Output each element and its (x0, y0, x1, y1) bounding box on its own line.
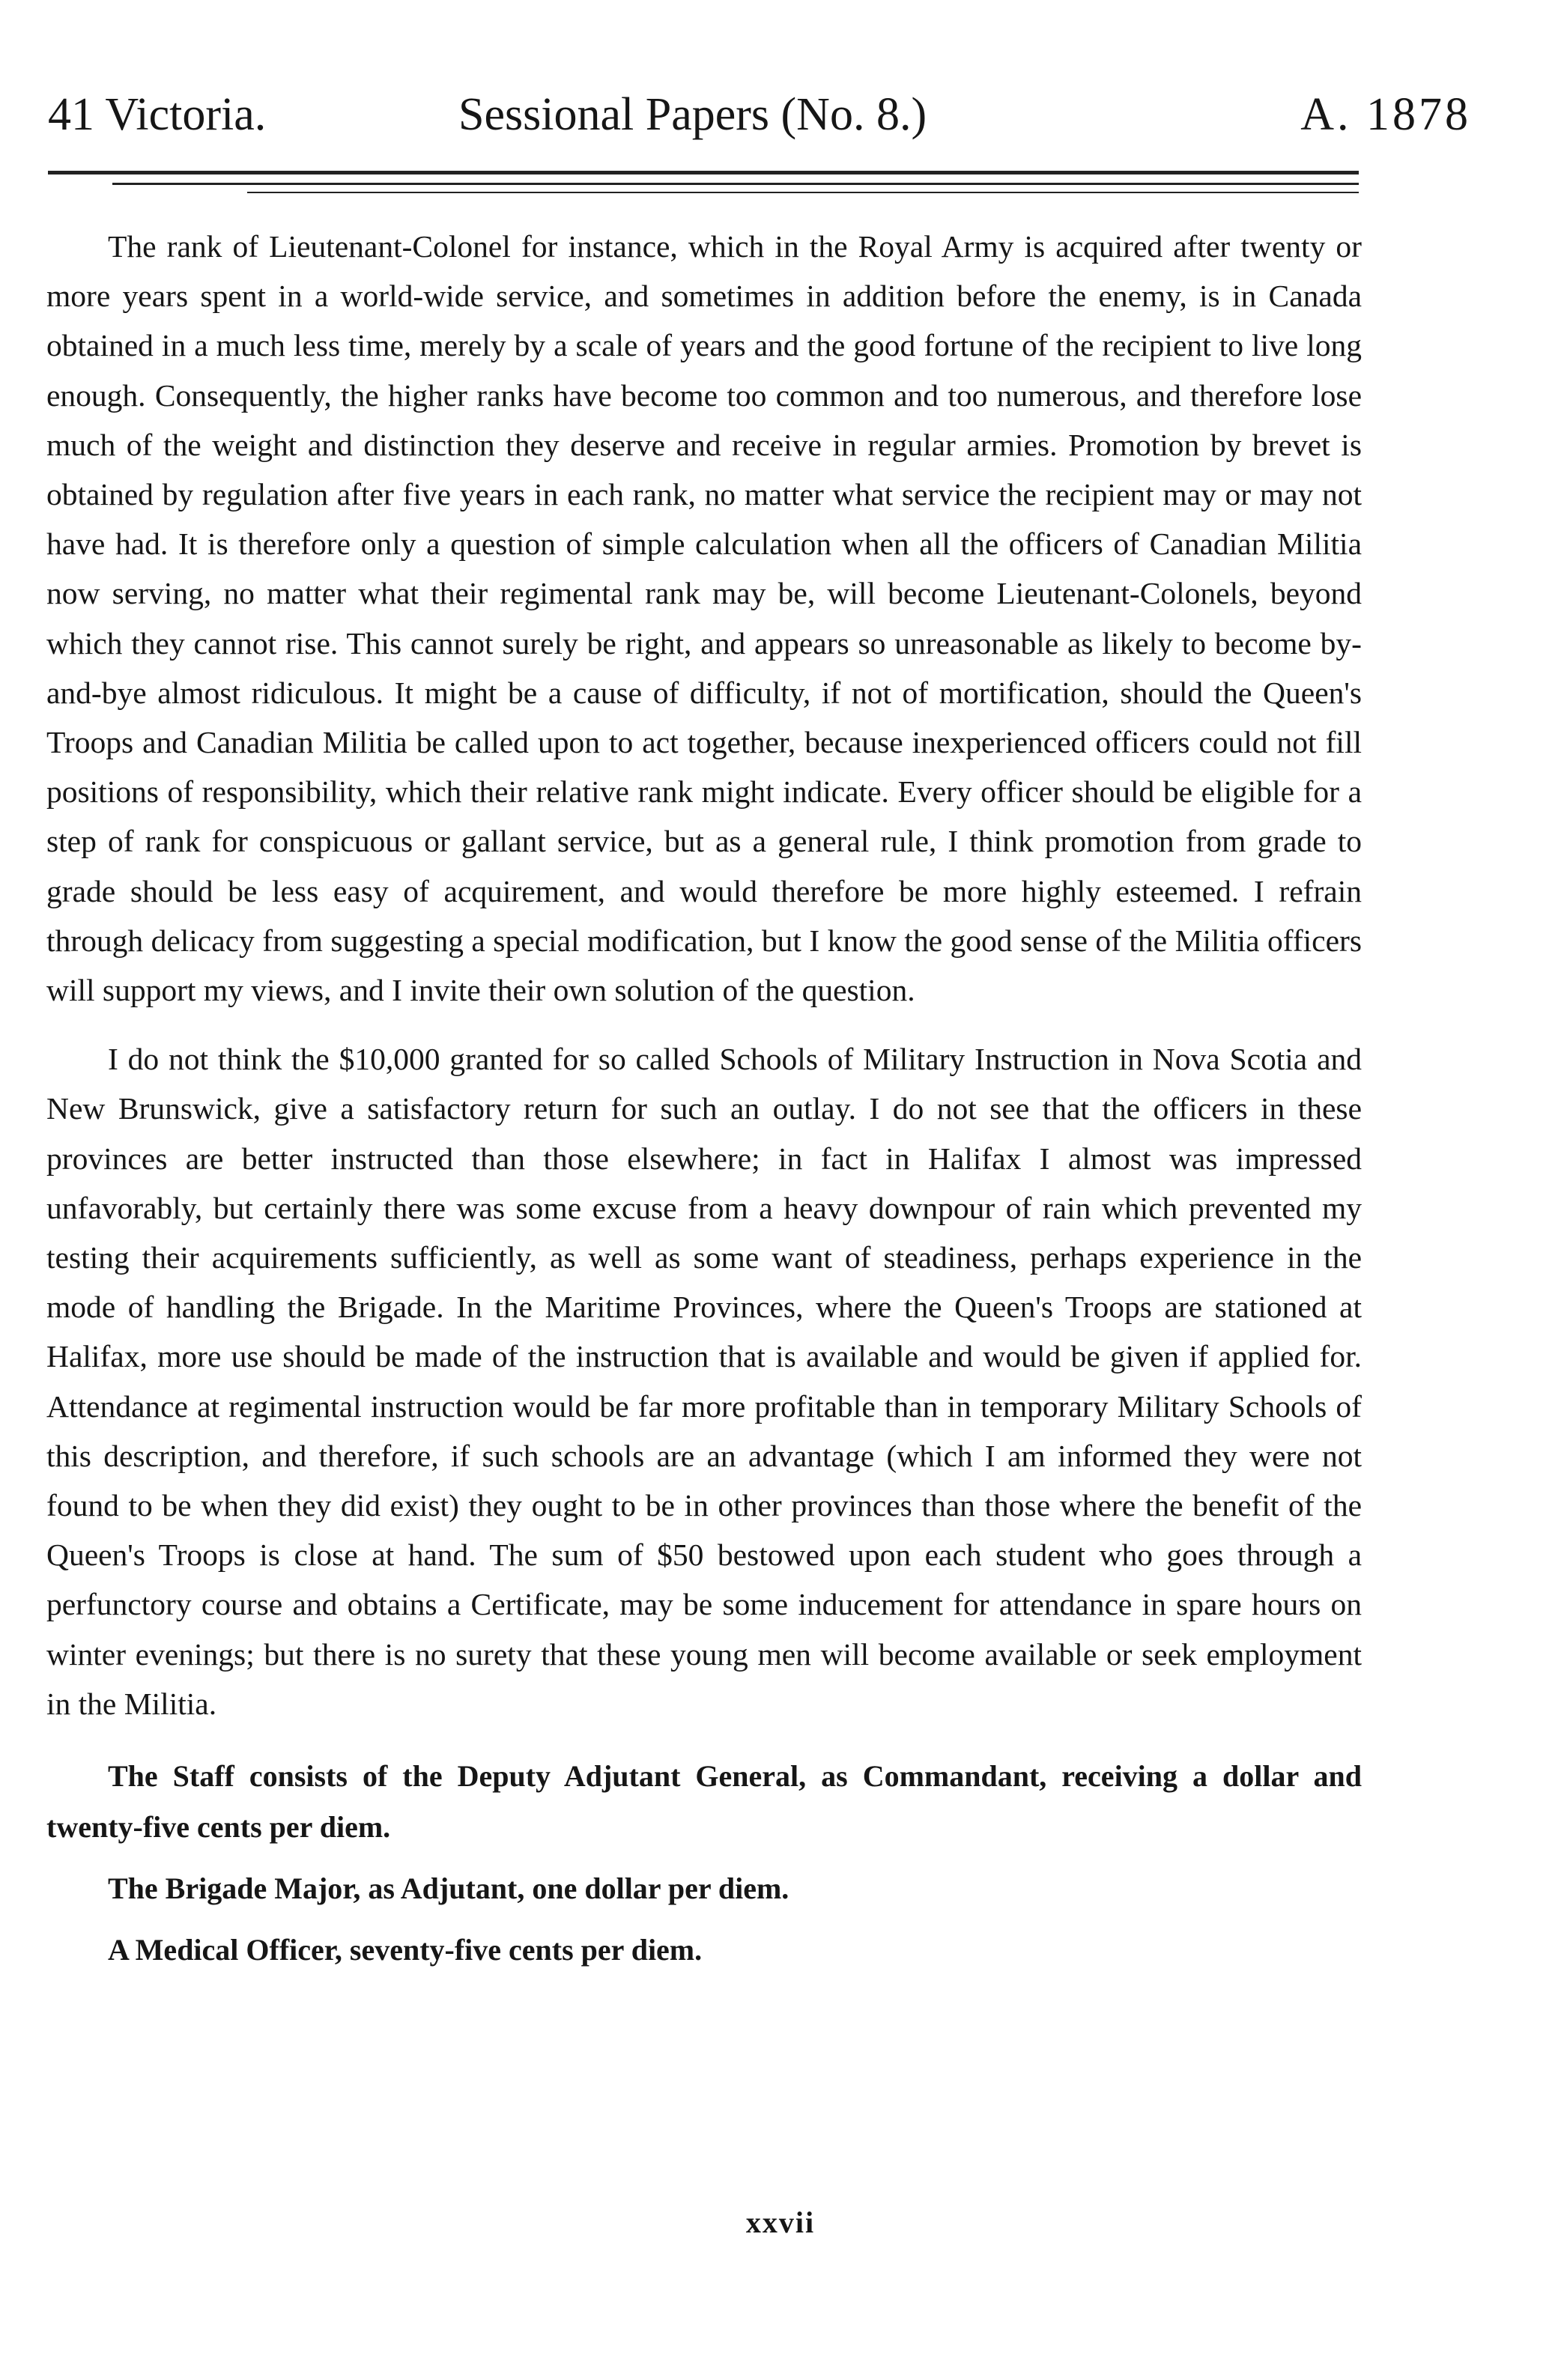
header-title: Sessional Papers (No. 8.) (458, 89, 927, 140)
header-rule-thin (112, 183, 1359, 185)
page-number: xxvii (745, 2206, 816, 2239)
header-year: A. 1878 (1300, 89, 1471, 140)
paragraph-promotion: The rank of Lieutenant-Colonel for instance, which in the Royal Army is acquired after twenty or more years spent in a world-wide service, and sometimes in addition before the enemy, is in Canada obtained in a much less time, merely by a scale of years and the good fortune of the recipient to live long enough. Consequently, the higher ranks have become too common and too numerous, and therefore lose much of the weight and distinction they deserve and receive in regular armies. Promotion by brevet is obtained by regulation after five years in each rank, no matter what service the recipient may or may not have had. It is therefore only a question of simple calculation when all the officers of Canadian Militia now serving, no matter what their regimental rank may be, will become Lieutenant-Colonels, beyond which they cannot rise. This cannot surely be right, and appears so unreasonable as likely to become by-and-bye almost ridiculous. It might be a cause of difficulty, if not of mortification, should the Queen's Troops and Canadian Militia be called upon to act together, because inexperienced officers could not fill positions of responsibility, which their relative rank might indicate. Every officer should be eligible for a step of rank for conspicuous or gallant service, but as a general rule, I think promotion from grade to grade should be less easy of acquirement, and would therefore be more highly esteemed. I refrain through delicacy from suggesting a special modification, but I know the good sense of the Militia officers will support my views, and I invite their own solution of the question. (46, 229, 1362, 1008)
header-rule (48, 171, 1359, 174)
header-rule-hairline (247, 192, 1359, 193)
paragraph-staff: The Staff consists of the Deputy Adjutant General, as Commandant, receiving a dollar and twenty-five cents per diem. (46, 1759, 1362, 1845)
paragraph-medical-officer: A Medical Officer, seventy-five cents per diem. (108, 1933, 703, 1967)
running-header (48, 88, 1471, 171)
header-volume: 41 Victoria. (48, 89, 267, 140)
body-text (46, 222, 1362, 1976)
paragraph-brigade-major: The Brigade Major, as Adjutant, one dollar per diem. (108, 1871, 789, 1906)
paragraph-military-schools: I do not think the $10,000 granted for so called Schools of Military Instruction in Nova Scotia and New Brunswick, give a satisfactory return for such an outlay. I do not see that the officers in these provinces are better instructed than those elsewhere; in fact in Halifax I almost was impressed unfavorably, but certainly there was some excuse from a heavy downpour of rain which prevented my testing their acquirements sufficiently, as well as some want of steadiness, perhaps experience in the mode of handling the Brigade. In the Maritime Provinces, where the Queen's Troops are stationed at Halifax, more use should be made of the instruction that is available and would be given if applied for. Attendance at regimental instruction would be far more profitable than in temporary Military Schools of this description, and therefore, if such schools are an advantage (which I am informed they were not found to be when they did exist) they ought to be in other provinces than those where the benefit of the Queen's Troops is close at hand. The sum of $50 bestowed upon each student who goes through a perfunctory course and obtains a Certificate, may be some inducement for attendance in spare hours on winter evenings; but there is no surety that these young men will become available or seek employment in the Militia. (46, 1042, 1362, 1721)
